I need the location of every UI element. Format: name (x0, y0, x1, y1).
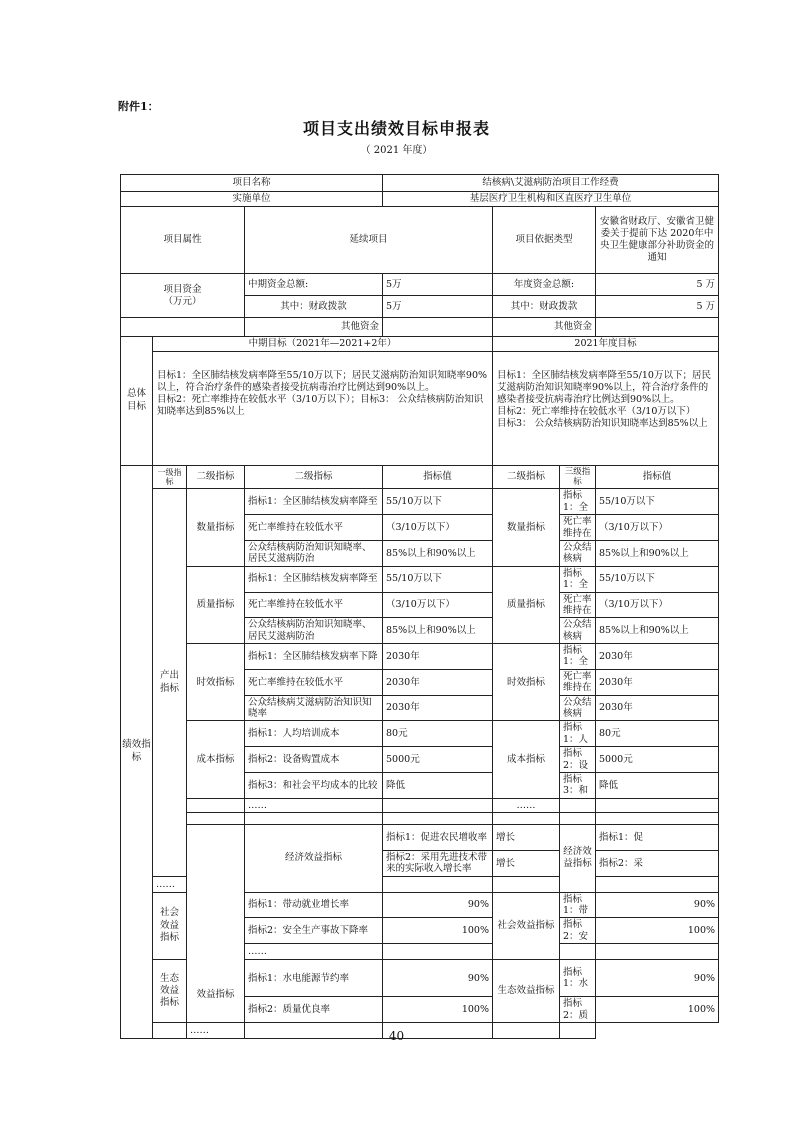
year-indicator: 公众结核病 (560, 618, 596, 644)
indicator-value: 2030年 (383, 669, 493, 695)
perf-indicator-label: 绩效指标 (121, 466, 153, 1039)
year-indicator-value: 100% (596, 918, 719, 944)
year-ecological-indicator: 生态效益指标 (493, 960, 560, 1023)
table-row: 公众结核病艾滋病防治知识知晓率 (245, 695, 383, 721)
year-indicator: 指标2：安 (560, 918, 596, 944)
year-indicator-value: 2030年 (596, 644, 719, 670)
year-indicator-value: 降低 (596, 772, 719, 798)
year-indicator-value: 5000元 (596, 747, 719, 773)
page-title: 项目支出绩效目标申报表 (302, 119, 490, 138)
mid-goal-text: 目标1：全区肺结核发病率降至55/10万以下；居民艾滋病防治知识知晓率90%以上，符合治疗条件的感染者接受抗病毒治疗比例达到90%以上。 目标2：死亡率维持在较低水平（3/10万以下）；目标3： 公众结核病防治知识知晓率达到85%以上 (153, 352, 493, 466)
year-indicator-value: 85%以上和90%以上 (596, 540, 719, 566)
attribute-label: 项目属性 (121, 207, 245, 274)
quality-indicator: 质量指标 (187, 566, 245, 643)
ecological-indicator: 生态效益指标 (153, 960, 187, 1023)
table-row: 指标2：设备购置成本 (245, 747, 383, 773)
level3-header: 二级指标 (245, 466, 383, 489)
year-other-funds-label: 其他资金 (493, 318, 596, 337)
year-indicator: 公众结核病 (560, 540, 596, 566)
year-indicator: 指标2：采 (596, 850, 719, 876)
year-goal-text: 目标1：全区肺结核发病率降至55/10万以下；居民艾滋病防治知识知晓率90%以上，符合治疗条件的感染者接受抗病毒治疗比例达到90%以上。 目标2：死亡率维持在较低水平（3/10万以下） 目标3： 公众结核病防治知识知晓率达到85%以上 (493, 352, 719, 466)
timeliness-indicator: 时效指标 (187, 644, 245, 721)
table-row: 指标2：质量优良率 (245, 997, 383, 1023)
year-economic-indicator: 经济效益指标 (560, 825, 596, 893)
output-indicator-label: 产出指标 (153, 489, 187, 876)
table-row: 指标2：安全生产事故下降率 (245, 918, 383, 944)
year-indicator: 指标1：人 (560, 721, 596, 747)
year-total-value: 5 万 (596, 274, 719, 296)
year-indicator-value: 80元 (596, 721, 719, 747)
social-indicator: 社会效益指标 (153, 892, 187, 960)
cost-indicator: 成本指标 (187, 721, 245, 798)
indicator-value: 100% (383, 997, 493, 1023)
indicator-value: 2030年 (383, 644, 493, 670)
year-indicator-value: 100% (596, 997, 719, 1023)
mid-goal-header: 中期目标（2021年—2021+2年） (153, 337, 493, 352)
mid-fiscal-label: 其中：财政拨款 (245, 296, 383, 318)
year-indicator: 死亡率维持在 (560, 592, 596, 618)
table-row: 死亡率维持在较低水平 (245, 515, 383, 541)
year-indicator: 指标2：质 (560, 997, 596, 1023)
indicator-value: 85%以上和90%以上 (383, 618, 493, 644)
indicator-value: 90% (383, 960, 493, 997)
year-indicator-value: （3/10万以下） (596, 592, 719, 618)
year-goal-header: 2021年度目标 (493, 337, 719, 352)
table-row: 指标3：和社会平均成本的比较 (245, 772, 383, 798)
year-indicator: 指标1：促 (596, 825, 719, 851)
funds-label: 项目资金 （万元） (121, 274, 245, 318)
year-level2-header: 二级指标 (493, 466, 560, 489)
table-row: 死亡率维持在较低水平 (245, 592, 383, 618)
year-indicator-value: 2030年 (596, 669, 719, 695)
table-row: 死亡率维持在较低水平 (245, 669, 383, 695)
indicator-value: 100% (383, 918, 493, 944)
indicator-value: （3/10万以下） (383, 515, 493, 541)
year-value-header: 指标值 (596, 466, 719, 489)
year-line: （ 2021 年度） (360, 145, 433, 156)
year-indicator-value: 90% (596, 892, 719, 918)
year-indicator-value: 2030年 (596, 695, 719, 721)
value-header: 指标值 (383, 466, 493, 489)
year-indicator: 指标1：带 (560, 892, 596, 918)
year-indicator-value: 85%以上和90%以上 (596, 618, 719, 644)
year-level3-header: 三级指标 (560, 466, 596, 489)
indicator-value: 55/10万以下 (383, 489, 493, 515)
year-indicator-value: 55/10万以下 (596, 566, 719, 592)
year-indicator-value: （3/10万以下） (596, 515, 719, 541)
ellipsis-text: …… (493, 798, 560, 812)
indicator-value: 85%以上和90%以上 (383, 540, 493, 566)
ellipsis-text: …… (187, 1023, 245, 1039)
attachment-label: 附件1： (118, 100, 159, 113)
year-fiscal-label: 其中：财政拨款 (493, 296, 596, 318)
table-row: 指标1：全区肺结核发病率降至 (245, 566, 383, 592)
indicator-value: 增长 (493, 850, 560, 876)
page-number: 40 (388, 1029, 405, 1043)
year-total-label: 年度资金总额: (493, 274, 596, 296)
year-indicator-value: 90% (596, 960, 719, 997)
year-indicator: 死亡率维持在 (560, 515, 596, 541)
year-indicator: 公众结核病 (560, 695, 596, 721)
year-indicator: 指标3：和 (560, 772, 596, 798)
year-timeliness-indicator: 时效指标 (493, 644, 560, 721)
performance-table (120, 174, 719, 1039)
table-row: 指标1：带动就业增长率 (245, 892, 383, 918)
year-indicator: 指标1：全 (560, 566, 596, 592)
table-row: 指标1：全区肺结核发病率下降 (245, 644, 383, 670)
year-quality-indicator: 质量指标 (493, 566, 560, 643)
year-indicator: 指标1：水 (560, 960, 596, 997)
mid-fiscal-value: 5万 (383, 296, 493, 318)
indicator-value: 降低 (383, 772, 493, 798)
indicator-value: 5000元 (383, 747, 493, 773)
year-cost-indicator: 成本指标 (493, 721, 560, 798)
mid-total-value: 5万 (383, 274, 493, 296)
table-row: 指标1：促进农民增收率 (383, 825, 493, 851)
table-row: 公众结核病防治知识知晓率、居民艾滋病防治 (245, 618, 383, 644)
project-name-value: 结核病\艾滋病防治项目工作经费 (383, 175, 719, 192)
benefit-indicator-label: 效益指标 (187, 825, 245, 1023)
year-social-indicator: 社会效益指标 (493, 892, 560, 960)
implementer-label: 实施单位 (121, 192, 383, 207)
table-row: 指标1：人均培训成本 (245, 721, 383, 747)
indicator-value: 2030年 (383, 695, 493, 721)
year-indicator: 指标1：全 (560, 489, 596, 515)
implementer-value: 基层医疗卫生机构和区直医疗卫生单位 (383, 192, 719, 207)
quantity-indicator: 数量指标 (187, 489, 245, 566)
ellipsis-text: …… (153, 876, 187, 892)
indicator-value: 90% (383, 892, 493, 918)
indicator-value: （3/10万以下） (383, 592, 493, 618)
table-row: 指标2：采用先进技术带来的实际收入增长率 (383, 850, 493, 876)
indicator-value: 增长 (493, 825, 560, 851)
year-quantity-indicator: 数量指标 (493, 489, 560, 566)
year-indicator: 指标1：全 (560, 644, 596, 670)
level2-header: 二级指标 (187, 466, 245, 489)
ellipsis-text: …… (245, 798, 383, 812)
ellipsis-text: …… (245, 944, 383, 960)
table-row: 指标1：水电能源节约率 (245, 960, 383, 997)
other-funds-label: 其他资金 (245, 318, 383, 337)
overall-goal-label: 总体目标 (121, 337, 153, 466)
economic-indicator: 经济效益指标 (245, 825, 383, 893)
level1-header: 一级指标 (153, 466, 187, 489)
project-name-label: 项目名称 (121, 175, 383, 192)
basis-type-label: 项目依据类型 (493, 207, 596, 274)
year-indicator-value: 55/10万以下 (596, 489, 719, 515)
indicator-value: 55/10万以下 (383, 566, 493, 592)
table-row: 指标1：全区肺结核发病率降至 (245, 489, 383, 515)
indicator-value: 80元 (383, 721, 493, 747)
year-indicator: 指标2：设 (560, 747, 596, 773)
year-fiscal-value: 5 万 (596, 296, 719, 318)
table-row: 公众结核病防治知识知晓率、居民艾滋病防治 (245, 540, 383, 566)
year-indicator: 死亡率维持在 (560, 669, 596, 695)
mid-total-label: 中期资金总额: (245, 274, 383, 296)
basis-type-value: 安徽省财政厅、安徽省卫健委关于提前下达 2020年中央卫生健康部分补助资金的通知 (596, 207, 719, 274)
attribute-value: 延续项目 (245, 207, 493, 274)
